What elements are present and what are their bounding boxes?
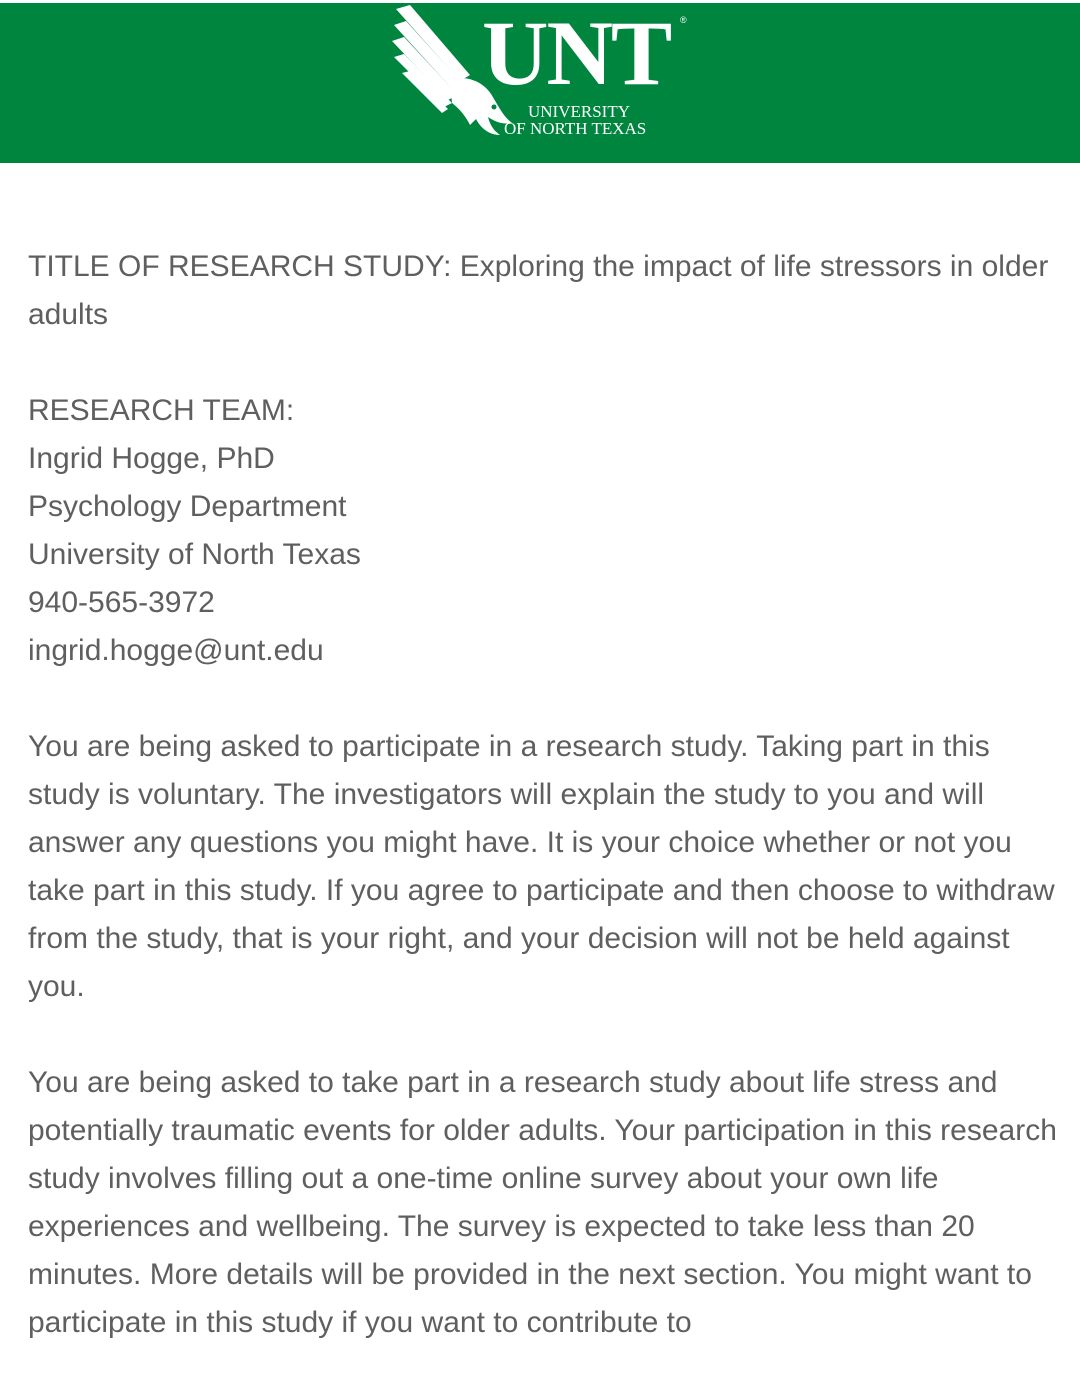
researcher-email: ingrid.hogge@unt.edu	[28, 634, 324, 667]
researcher-university: University of North Texas	[28, 538, 361, 571]
study-title-block	[28, 243, 1058, 339]
researcher-phone: 940-565-3972	[28, 586, 215, 619]
consent-content	[28, 243, 1058, 1395]
research-team-block	[28, 387, 1058, 675]
voluntary-paragraph: You are being asked to participate in a research study. Taking part in this study is voluntary. The investigators will explain the study to you and will answer any questions you might have. It is your choice whether or not you take part in this study. If you agree to participate and then choose to withdraw from the study, that is your right, and your decision will not be held against you.	[28, 730, 1055, 1003]
research-team-heading: RESEARCH TEAM:	[28, 394, 295, 427]
header-banner	[0, 3, 1080, 163]
logo-university-text: UNIVERSITY	[528, 102, 630, 121]
logo-wordmark: UNT	[482, 2, 671, 104]
registered-mark: ®	[680, 15, 687, 25]
logo-north-texas-text: OF NORTH TEXAS	[504, 119, 647, 138]
study-description-paragraph: You are being asked to take part in a research study about life stress and potentially traumatic events for older adults. Your participation in this research study involves filling out a one-time online survey about your own life experiences and wellbeing. The survey is expected to take less than 20 minutes. More details will be provided in the next section. You might want to participate in this study if you want to contribute to	[28, 1066, 1057, 1339]
researcher-department: Psychology Department	[28, 490, 347, 523]
researcher-name: Ingrid Hogge, PhD	[28, 442, 275, 475]
study-title: TITLE OF RESEARCH STUDY: Exploring the impact of life stressors in older adults	[28, 250, 1049, 331]
unt-logo	[390, 3, 690, 143]
